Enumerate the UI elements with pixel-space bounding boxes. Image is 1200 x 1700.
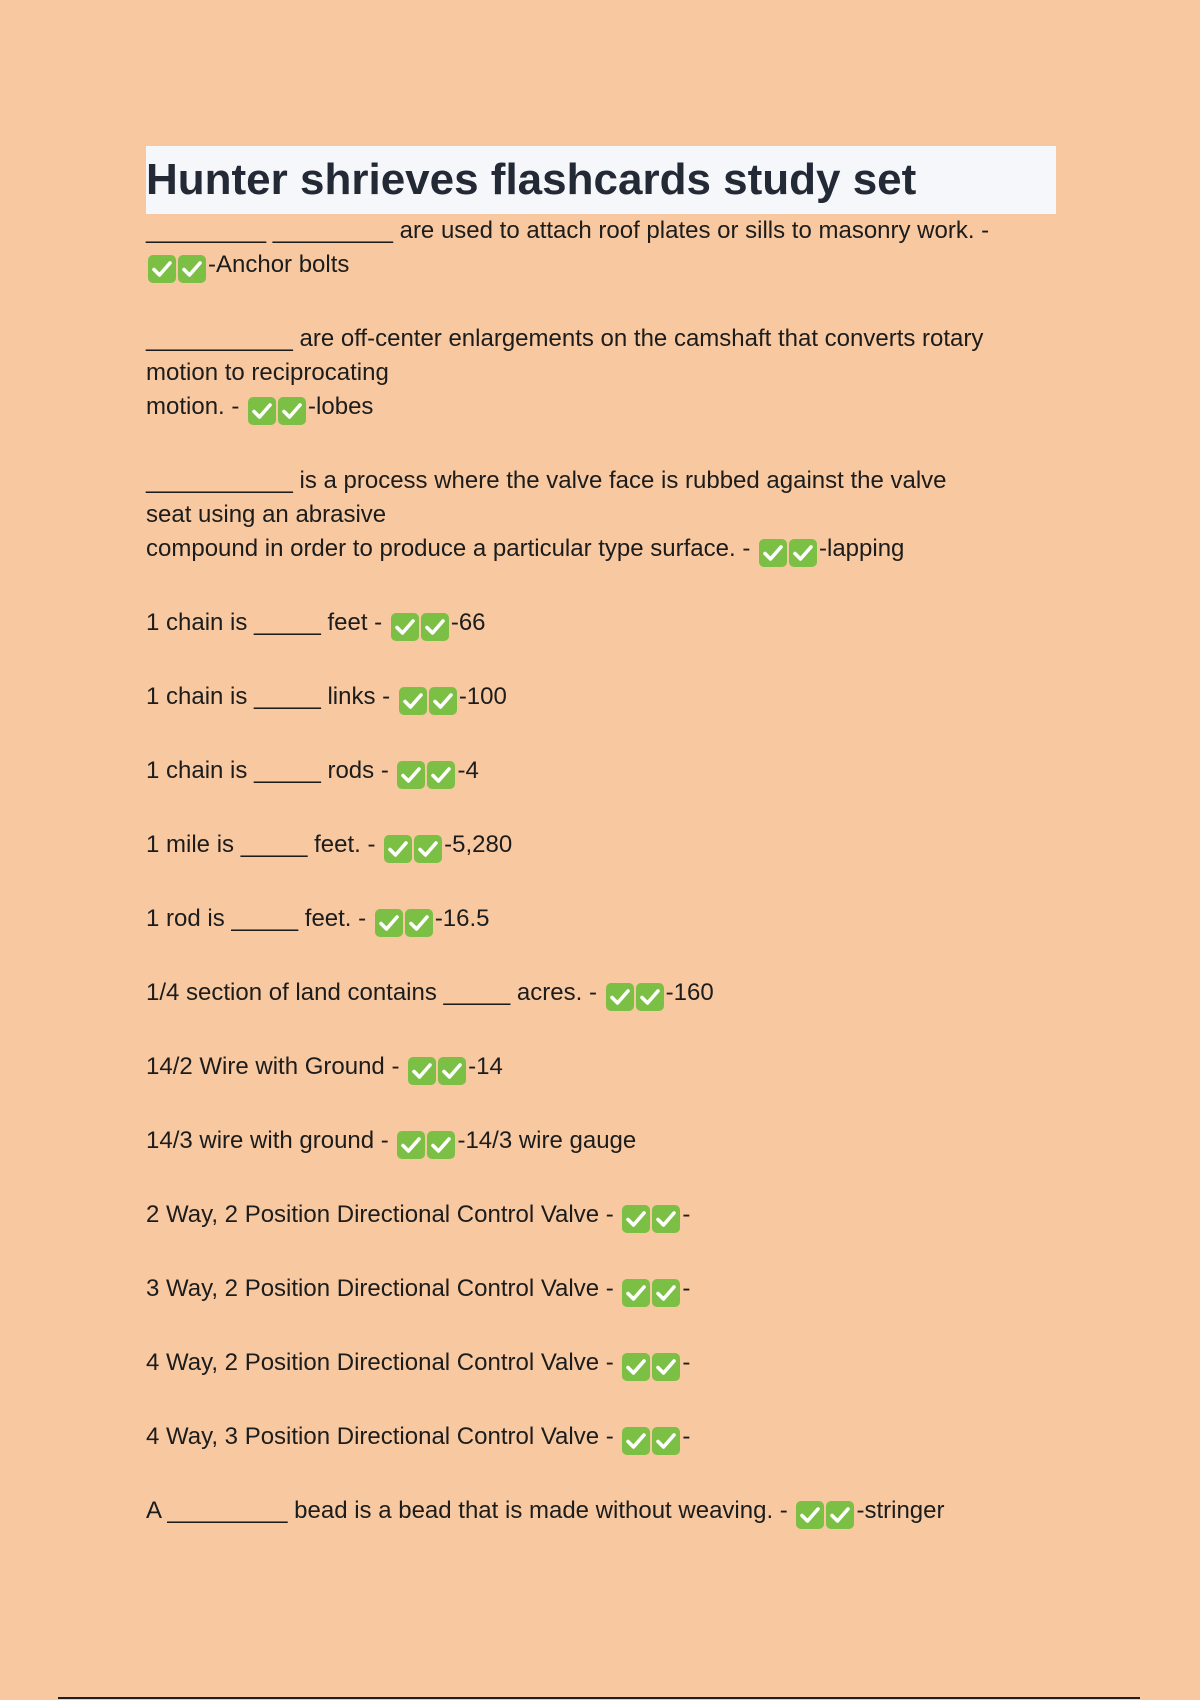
flashcard-list — [146, 214, 1066, 1534]
question-text: motion to reciprocating — [146, 359, 389, 386]
answer-text: -100 — [458, 683, 507, 710]
flashcard-question-line — [146, 1420, 1066, 1460]
green-check-box-icon — [437, 1056, 467, 1086]
flashcard-question-line — [146, 498, 1066, 532]
green-check-box-icon — [651, 1278, 681, 1308]
footer-divider — [58, 1697, 1140, 1699]
question-text: 4 Way, 3 Position Directional Control Valve - — [146, 1423, 614, 1450]
question-text: A _________ bead is a bead that is made without weaving. - — [146, 1497, 788, 1524]
flashcard-question-line — [146, 214, 1066, 248]
green-check-box-icon — [825, 1500, 855, 1530]
flashcard-item — [146, 828, 1066, 868]
flashcard-question-line — [146, 532, 1066, 572]
green-check-box-icon — [247, 396, 277, 426]
green-check-box-icon — [407, 1056, 437, 1086]
answer-text: -Anchor bolts — [208, 251, 350, 278]
green-check-box-icon — [788, 538, 818, 568]
green-check-box-icon — [426, 1130, 456, 1160]
flashcard-question-line — [146, 902, 1066, 942]
answer-check-marks — [247, 396, 307, 430]
green-check-box-icon — [374, 908, 404, 938]
flashcard-item — [146, 1050, 1066, 1090]
question-text: 1 chain is _____ links - — [146, 683, 391, 710]
answer-check-marks — [795, 1500, 855, 1534]
flashcard-question-line — [146, 1346, 1066, 1386]
question-text: 1 rod is _____ feet. - — [146, 905, 367, 932]
green-check-box-icon — [621, 1204, 651, 1234]
green-check-box-icon — [277, 396, 307, 426]
green-check-box-icon — [635, 982, 665, 1012]
green-check-box-icon — [621, 1426, 651, 1456]
green-check-box-icon — [758, 538, 788, 568]
flashcard-item — [146, 1494, 1066, 1534]
answer-check-marks — [390, 612, 450, 646]
green-check-box-icon — [177, 254, 207, 284]
question-text: seat using an abrasive — [146, 501, 387, 528]
question-text: 3 Way, 2 Position Directional Control Valve - — [146, 1275, 614, 1302]
green-check-box-icon — [426, 760, 456, 790]
question-text: compound in order to produce a particular type surface. - — [146, 535, 751, 562]
answer-text: - — [682, 1275, 691, 1302]
green-check-box-icon — [396, 760, 426, 790]
green-check-box-icon — [651, 1426, 681, 1456]
question-text: 1 mile is _____ feet. - — [146, 831, 376, 858]
green-check-box-icon — [621, 1352, 651, 1382]
flashcard-item — [146, 214, 1066, 288]
flashcard-item — [146, 1346, 1066, 1386]
question-text: 2 Way, 2 Position Directional Control Valve - — [146, 1201, 614, 1228]
answer-check-marks — [398, 686, 458, 720]
title-banner — [146, 146, 1056, 214]
answer-check-marks — [383, 834, 443, 868]
flashcard-question-line — [146, 606, 1066, 646]
flashcard-item — [146, 1124, 1066, 1164]
green-check-box-icon — [795, 1500, 825, 1530]
answer-check-marks — [147, 254, 207, 288]
green-check-box-icon — [383, 834, 413, 864]
answer-check-marks — [758, 538, 818, 572]
flashcard-question-line — [146, 1124, 1066, 1164]
flashcard-item — [146, 976, 1066, 1016]
question-text: 1 chain is _____ feet - — [146, 609, 383, 636]
flashcard-question-line — [146, 1198, 1066, 1238]
answer-text: -14/3 wire gauge — [457, 1127, 637, 1154]
answer-check-marks — [407, 1056, 467, 1090]
answer-text: -4 — [457, 757, 479, 784]
answer-text: -lapping — [819, 535, 905, 562]
answer-check-marks — [374, 908, 434, 942]
answer-text: -lobes — [308, 393, 374, 420]
flashcard-item — [146, 1272, 1066, 1312]
answer-text: -160 — [665, 979, 714, 1006]
green-check-box-icon — [651, 1204, 681, 1234]
flashcard-question-line — [146, 976, 1066, 1016]
question-text: 1 chain is _____ rods - — [146, 757, 389, 784]
flashcard-item — [146, 322, 1066, 430]
green-check-box-icon — [147, 254, 177, 284]
answer-text: - — [682, 1201, 691, 1228]
answer-text: - — [682, 1349, 691, 1376]
question-text: 14/3 wire with ground - — [146, 1127, 389, 1154]
answer-check-marks — [396, 760, 456, 794]
flashcard-item — [146, 754, 1066, 794]
green-check-box-icon — [413, 834, 443, 864]
flashcard-question-line — [146, 390, 1066, 430]
green-check-box-icon — [605, 982, 635, 1012]
flashcard-question-line — [146, 1272, 1066, 1312]
question-text: 14/2 Wire with Ground - — [146, 1053, 400, 1080]
flashcard-item — [146, 606, 1066, 646]
flashcard-answer-line — [146, 248, 1066, 288]
answer-check-marks — [621, 1278, 681, 1312]
flashcard-question-line — [146, 1050, 1066, 1090]
green-check-box-icon — [390, 612, 420, 642]
flashcard-item — [146, 1420, 1066, 1460]
flashcard-question-line — [146, 828, 1066, 868]
answer-text: -66 — [450, 609, 486, 636]
answer-text: -5,280 — [444, 831, 513, 858]
page-title: Hunter shrieves flashcards study set — [146, 155, 917, 204]
answer-text: -16.5 — [434, 905, 490, 932]
green-check-box-icon — [396, 1130, 426, 1160]
question-text: 4 Way, 2 Position Directional Control Valve - — [146, 1349, 614, 1376]
question-text: motion. - — [146, 393, 240, 420]
question-text: 1/4 section of land contains _____ acres. - — [146, 979, 597, 1006]
answer-text: -14 — [468, 1053, 503, 1080]
green-check-box-icon — [651, 1352, 681, 1382]
answer-check-marks — [621, 1204, 681, 1238]
green-check-box-icon — [428, 686, 458, 716]
answer-check-marks — [396, 1130, 456, 1164]
answer-check-marks — [621, 1352, 681, 1386]
answer-check-marks — [621, 1426, 681, 1460]
question-text: ___________ are off-center enlargements on the camshaft that converts rotary — [146, 325, 984, 352]
answer-text: - — [682, 1423, 691, 1450]
question-text: _________ _________ are used to attach roof plates or sills to masonry work. - — [146, 217, 990, 244]
question-text: ___________ is a process where the valve face is rubbed against the valve — [146, 467, 947, 494]
flashcard-item — [146, 464, 1066, 572]
flashcard-item — [146, 680, 1066, 720]
green-check-box-icon — [420, 612, 450, 642]
green-check-box-icon — [404, 908, 434, 938]
flashcard-item — [146, 1198, 1066, 1238]
flashcard-question-line — [146, 754, 1066, 794]
flashcard-item — [146, 902, 1066, 942]
flashcard-question-line — [146, 464, 1066, 498]
flashcard-question-line — [146, 356, 1066, 390]
flashcard-question-line — [146, 322, 1066, 356]
answer-check-marks — [605, 982, 665, 1016]
flashcard-question-line — [146, 680, 1066, 720]
answer-text: -stringer — [856, 1497, 945, 1524]
flashcard-question-line — [146, 1494, 1066, 1534]
green-check-box-icon — [621, 1278, 651, 1308]
green-check-box-icon — [398, 686, 428, 716]
